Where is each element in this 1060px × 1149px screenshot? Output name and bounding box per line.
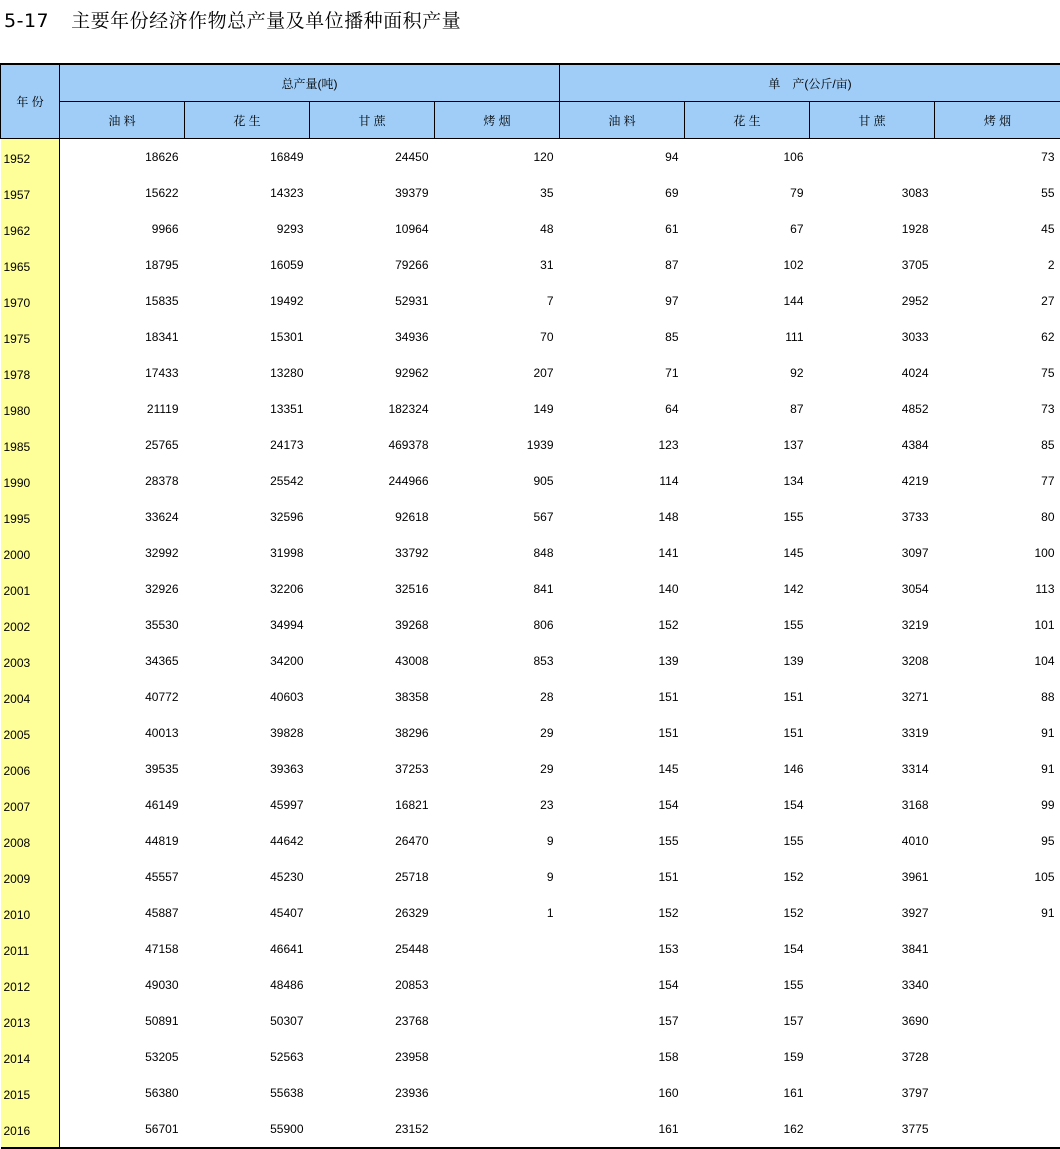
value-cell: 61: [560, 211, 685, 247]
value-cell: 32516: [310, 571, 435, 607]
value-cell: 33624: [60, 499, 185, 535]
value-cell: 3208: [810, 643, 935, 679]
value-cell: 34365: [60, 643, 185, 679]
value-cell: 567: [435, 499, 560, 535]
value-cell: 469378: [310, 427, 435, 463]
value-cell: 48486: [185, 967, 310, 1003]
year-cell: 2006: [1, 751, 60, 787]
value-cell: 39363: [185, 751, 310, 787]
value-cell: 13351: [185, 391, 310, 427]
value-cell: 155: [685, 499, 810, 535]
value-cell: 40013: [60, 715, 185, 751]
value-cell: 3340: [810, 967, 935, 1003]
value-cell: 9: [435, 823, 560, 859]
value-cell: 40772: [60, 679, 185, 715]
value-cell: 3927: [810, 895, 935, 931]
value-cell: [435, 967, 560, 1003]
table-row: [1, 1003, 1060, 1039]
value-cell: 151: [560, 859, 685, 895]
year-cell: 1978: [1, 355, 60, 391]
value-cell: 14323: [185, 175, 310, 211]
year-cell: 2013: [1, 1003, 60, 1039]
table-row: [1, 211, 1060, 247]
value-cell: 44642: [185, 823, 310, 859]
value-cell: 45: [935, 211, 1060, 247]
value-cell: 155: [685, 823, 810, 859]
value-cell: 91: [935, 715, 1060, 751]
table-row: [1, 427, 1060, 463]
value-cell: 123: [560, 427, 685, 463]
value-cell: 64: [560, 391, 685, 427]
year-cell: 2005: [1, 715, 60, 751]
year-cell: 1965: [1, 247, 60, 283]
value-cell: 23768: [310, 1003, 435, 1039]
value-cell: 40603: [185, 679, 310, 715]
value-cell: 44819: [60, 823, 185, 859]
table-row: [1, 139, 1060, 176]
value-cell: 161: [685, 1075, 810, 1111]
value-cell: [935, 931, 1060, 967]
year-cell: 2007: [1, 787, 60, 823]
year-cell: 2004: [1, 679, 60, 715]
value-cell: 153: [560, 931, 685, 967]
year-cell: 2002: [1, 607, 60, 643]
year-cell: 2016: [1, 1111, 60, 1148]
value-cell: 23: [435, 787, 560, 823]
value-cell: 45887: [60, 895, 185, 931]
value-cell: 87: [560, 247, 685, 283]
value-cell: [935, 1039, 1060, 1075]
value-cell: 154: [685, 787, 810, 823]
value-cell: 155: [560, 823, 685, 859]
col-header-oilseed-yield: 油 料: [560, 102, 685, 139]
value-cell: 1: [435, 895, 560, 931]
value-cell: 3961: [810, 859, 935, 895]
value-cell: 140: [560, 571, 685, 607]
value-cell: 62: [935, 319, 1060, 355]
value-cell: 159: [685, 1039, 810, 1075]
value-cell: 55900: [185, 1111, 310, 1148]
value-cell: 21119: [60, 391, 185, 427]
value-cell: 87: [685, 391, 810, 427]
col-header-tobacco-yield: 烤 烟: [935, 102, 1060, 139]
value-cell: 34936: [310, 319, 435, 355]
year-cell: 2014: [1, 1039, 60, 1075]
year-cell: 2001: [1, 571, 60, 607]
value-cell: 77: [935, 463, 1060, 499]
year-cell: 1957: [1, 175, 60, 211]
value-cell: 100: [935, 535, 1060, 571]
table-row: [1, 355, 1060, 391]
table-row: [1, 787, 1060, 823]
unit-yield-header: 单 产(公斤/亩): [560, 64, 1060, 102]
table-row: [1, 967, 1060, 1003]
value-cell: 111: [685, 319, 810, 355]
value-cell: 18795: [60, 247, 185, 283]
value-cell: 144: [685, 283, 810, 319]
value-cell: 15835: [60, 283, 185, 319]
value-cell: 56380: [60, 1075, 185, 1111]
value-cell: 145: [560, 751, 685, 787]
table-row: [1, 751, 1060, 787]
value-cell: 155: [685, 607, 810, 643]
value-cell: 3775: [810, 1111, 935, 1148]
value-cell: 39379: [310, 175, 435, 211]
value-cell: 13280: [185, 355, 310, 391]
value-cell: 25448: [310, 931, 435, 967]
value-cell: 3841: [810, 931, 935, 967]
table-row: [1, 283, 1060, 319]
value-cell: 139: [560, 643, 685, 679]
table-row: [1, 1111, 1060, 1148]
value-cell: 71: [560, 355, 685, 391]
year-cell: 2000: [1, 535, 60, 571]
year-cell: 1990: [1, 463, 60, 499]
value-cell: 3054: [810, 571, 935, 607]
value-cell: 3733: [810, 499, 935, 535]
value-cell: 101: [935, 607, 1060, 643]
value-cell: 4384: [810, 427, 935, 463]
value-cell: 9966: [60, 211, 185, 247]
value-cell: 35530: [60, 607, 185, 643]
total-output-header: 总产量(吨): [60, 64, 560, 102]
value-cell: 23152: [310, 1111, 435, 1148]
value-cell: 32926: [60, 571, 185, 607]
value-cell: 160: [560, 1075, 685, 1111]
value-cell: 146: [685, 751, 810, 787]
value-cell: 151: [685, 715, 810, 751]
year-cell: 2015: [1, 1075, 60, 1111]
value-cell: 73: [935, 139, 1060, 176]
col-header-sugarcane-total: 甘 蔗: [310, 102, 435, 139]
value-cell: 9293: [185, 211, 310, 247]
value-cell: 4852: [810, 391, 935, 427]
value-cell: 1928: [810, 211, 935, 247]
value-cell: 43008: [310, 643, 435, 679]
value-cell: 182324: [310, 391, 435, 427]
value-cell: [935, 1111, 1060, 1148]
value-cell: 113: [935, 571, 1060, 607]
table-row: [1, 571, 1060, 607]
value-cell: 3083: [810, 175, 935, 211]
value-cell: 149: [435, 391, 560, 427]
year-cell: 2003: [1, 643, 60, 679]
value-cell: 29: [435, 751, 560, 787]
value-cell: 91: [935, 751, 1060, 787]
value-cell: 32596: [185, 499, 310, 535]
year-cell: 1952: [1, 139, 60, 176]
table-row: [1, 859, 1060, 895]
value-cell: [810, 139, 935, 176]
value-cell: 2952: [810, 283, 935, 319]
value-cell: 19492: [185, 283, 310, 319]
table-row: [1, 607, 1060, 643]
value-cell: 152: [685, 895, 810, 931]
year-header: 年 份: [1, 64, 60, 139]
value-cell: 45997: [185, 787, 310, 823]
value-cell: 79266: [310, 247, 435, 283]
value-cell: 104: [935, 643, 1060, 679]
value-cell: 152: [560, 607, 685, 643]
value-cell: 17433: [60, 355, 185, 391]
value-cell: 1939: [435, 427, 560, 463]
value-cell: 4010: [810, 823, 935, 859]
value-cell: 80: [935, 499, 1060, 535]
value-cell: 24450: [310, 139, 435, 176]
value-cell: 26329: [310, 895, 435, 931]
table-row: [1, 643, 1060, 679]
value-cell: 102: [685, 247, 810, 283]
value-cell: 16849: [185, 139, 310, 176]
year-cell: 2010: [1, 895, 60, 931]
value-cell: 841: [435, 571, 560, 607]
value-cell: 99: [935, 787, 1060, 823]
value-cell: 79: [685, 175, 810, 211]
value-cell: 155: [685, 967, 810, 1003]
value-cell: 7: [435, 283, 560, 319]
value-cell: 92618: [310, 499, 435, 535]
value-cell: 45230: [185, 859, 310, 895]
value-cell: 39535: [60, 751, 185, 787]
value-cell: 91: [935, 895, 1060, 931]
value-cell: [435, 1111, 560, 1148]
value-cell: 38358: [310, 679, 435, 715]
value-cell: 25542: [185, 463, 310, 499]
value-cell: 114: [560, 463, 685, 499]
col-header-peanut-yield: 花 生: [685, 102, 810, 139]
value-cell: 141: [560, 535, 685, 571]
year-cell: 1995: [1, 499, 60, 535]
value-cell: 52931: [310, 283, 435, 319]
table-row: [1, 895, 1060, 931]
table-row: [1, 1075, 1060, 1111]
value-cell: 95: [935, 823, 1060, 859]
value-cell: 3690: [810, 1003, 935, 1039]
value-cell: 24173: [185, 427, 310, 463]
value-cell: 3314: [810, 751, 935, 787]
value-cell: 28: [435, 679, 560, 715]
table-row: [1, 319, 1060, 355]
value-cell: 151: [560, 679, 685, 715]
table-row: [1, 535, 1060, 571]
value-cell: 154: [560, 967, 685, 1003]
table-row: [1, 1039, 1060, 1075]
value-cell: 45557: [60, 859, 185, 895]
value-cell: 145: [685, 535, 810, 571]
table-row: [1, 499, 1060, 535]
value-cell: 16821: [310, 787, 435, 823]
value-cell: 67: [685, 211, 810, 247]
value-cell: 16059: [185, 247, 310, 283]
value-cell: [435, 1039, 560, 1075]
value-cell: 70: [435, 319, 560, 355]
value-cell: 85: [560, 319, 685, 355]
value-cell: 151: [685, 679, 810, 715]
value-cell: 806: [435, 607, 560, 643]
value-cell: 85: [935, 427, 1060, 463]
value-cell: 134: [685, 463, 810, 499]
value-cell: 55: [935, 175, 1060, 211]
value-cell: 105: [935, 859, 1060, 895]
year-cell: 2011: [1, 931, 60, 967]
value-cell: 151: [560, 715, 685, 751]
table-number: 5-17: [4, 10, 49, 32]
value-cell: 32992: [60, 535, 185, 571]
value-cell: 46149: [60, 787, 185, 823]
table-title: 主要年份经济作物总产量及单位播种面积产量: [71, 10, 461, 32]
value-cell: 53205: [60, 1039, 185, 1075]
value-cell: 154: [685, 931, 810, 967]
value-cell: 3033: [810, 319, 935, 355]
value-cell: 207: [435, 355, 560, 391]
year-cell: 2008: [1, 823, 60, 859]
value-cell: 162: [685, 1111, 810, 1148]
value-cell: 157: [560, 1003, 685, 1039]
value-cell: 31998: [185, 535, 310, 571]
value-cell: 23936: [310, 1075, 435, 1111]
value-cell: [935, 967, 1060, 1003]
value-cell: 3168: [810, 787, 935, 823]
value-cell: 148: [560, 499, 685, 535]
table-row: [1, 715, 1060, 751]
value-cell: 50307: [185, 1003, 310, 1039]
value-cell: 73: [935, 391, 1060, 427]
value-cell: 3319: [810, 715, 935, 751]
year-cell: 2012: [1, 967, 60, 1003]
value-cell: 92962: [310, 355, 435, 391]
value-cell: 45407: [185, 895, 310, 931]
value-cell: 3219: [810, 607, 935, 643]
value-cell: 158: [560, 1039, 685, 1075]
value-cell: 161: [560, 1111, 685, 1148]
value-cell: 97: [560, 283, 685, 319]
value-cell: 31: [435, 247, 560, 283]
year-cell: 1985: [1, 427, 60, 463]
value-cell: 56701: [60, 1111, 185, 1148]
value-cell: 18626: [60, 139, 185, 176]
col-header-peanut-total: 花 生: [185, 102, 310, 139]
year-cell: 1970: [1, 283, 60, 319]
value-cell: 4024: [810, 355, 935, 391]
value-cell: [935, 1003, 1060, 1039]
value-cell: 25765: [60, 427, 185, 463]
value-cell: 88: [935, 679, 1060, 715]
value-cell: 120: [435, 139, 560, 176]
value-cell: 35: [435, 175, 560, 211]
value-cell: 39268: [310, 607, 435, 643]
value-cell: 50891: [60, 1003, 185, 1039]
table-row: [1, 823, 1060, 859]
value-cell: 55638: [185, 1075, 310, 1111]
value-cell: 25718: [310, 859, 435, 895]
value-cell: 34994: [185, 607, 310, 643]
value-cell: 32206: [185, 571, 310, 607]
value-cell: 3797: [810, 1075, 935, 1111]
value-cell: 20853: [310, 967, 435, 1003]
value-cell: 28378: [60, 463, 185, 499]
value-cell: [435, 931, 560, 967]
value-cell: 47158: [60, 931, 185, 967]
value-cell: 3271: [810, 679, 935, 715]
value-cell: [435, 1003, 560, 1039]
value-cell: 15301: [185, 319, 310, 355]
value-cell: 48: [435, 211, 560, 247]
value-cell: 69: [560, 175, 685, 211]
value-cell: 3705: [810, 247, 935, 283]
year-cell: 2009: [1, 859, 60, 895]
value-cell: 152: [685, 859, 810, 895]
value-cell: 33792: [310, 535, 435, 571]
value-cell: [935, 1075, 1060, 1111]
table-row: [1, 247, 1060, 283]
year-cell: 1975: [1, 319, 60, 355]
value-cell: 29: [435, 715, 560, 751]
value-cell: 34200: [185, 643, 310, 679]
value-cell: 75: [935, 355, 1060, 391]
value-cell: 2: [935, 247, 1060, 283]
value-cell: 49030: [60, 967, 185, 1003]
value-cell: 18341: [60, 319, 185, 355]
col-header-sugarcane-yield: 甘 蔗: [810, 102, 935, 139]
value-cell: [435, 1075, 560, 1111]
value-cell: 38296: [310, 715, 435, 751]
value-cell: 3097: [810, 535, 935, 571]
value-cell: 27: [935, 283, 1060, 319]
value-cell: 4219: [810, 463, 935, 499]
value-cell: 244966: [310, 463, 435, 499]
table-row: [1, 391, 1060, 427]
value-cell: 26470: [310, 823, 435, 859]
page-title: [4, 6, 461, 33]
table-row: [1, 175, 1060, 211]
year-cell: 1980: [1, 391, 60, 427]
value-cell: 15622: [60, 175, 185, 211]
table-row: [1, 463, 1060, 499]
value-cell: 46641: [185, 931, 310, 967]
value-cell: 152: [560, 895, 685, 931]
value-cell: 52563: [185, 1039, 310, 1075]
value-cell: 39828: [185, 715, 310, 751]
table-row: [1, 931, 1060, 967]
data-table: [0, 63, 1060, 1149]
table-row: [1, 679, 1060, 715]
value-cell: 142: [685, 571, 810, 607]
col-header-oilseed-total: 油 料: [60, 102, 185, 139]
value-cell: 9: [435, 859, 560, 895]
value-cell: 10964: [310, 211, 435, 247]
col-header-tobacco-total: 烤 烟: [435, 102, 560, 139]
value-cell: 106: [685, 139, 810, 176]
value-cell: 905: [435, 463, 560, 499]
value-cell: 92: [685, 355, 810, 391]
table-body: [1, 139, 1060, 1149]
value-cell: 848: [435, 535, 560, 571]
value-cell: 157: [685, 1003, 810, 1039]
value-cell: 23958: [310, 1039, 435, 1075]
value-cell: 139: [685, 643, 810, 679]
value-cell: 94: [560, 139, 685, 176]
value-cell: 37253: [310, 751, 435, 787]
value-cell: 853: [435, 643, 560, 679]
value-cell: 154: [560, 787, 685, 823]
value-cell: 137: [685, 427, 810, 463]
value-cell: 3728: [810, 1039, 935, 1075]
year-cell: 1962: [1, 211, 60, 247]
